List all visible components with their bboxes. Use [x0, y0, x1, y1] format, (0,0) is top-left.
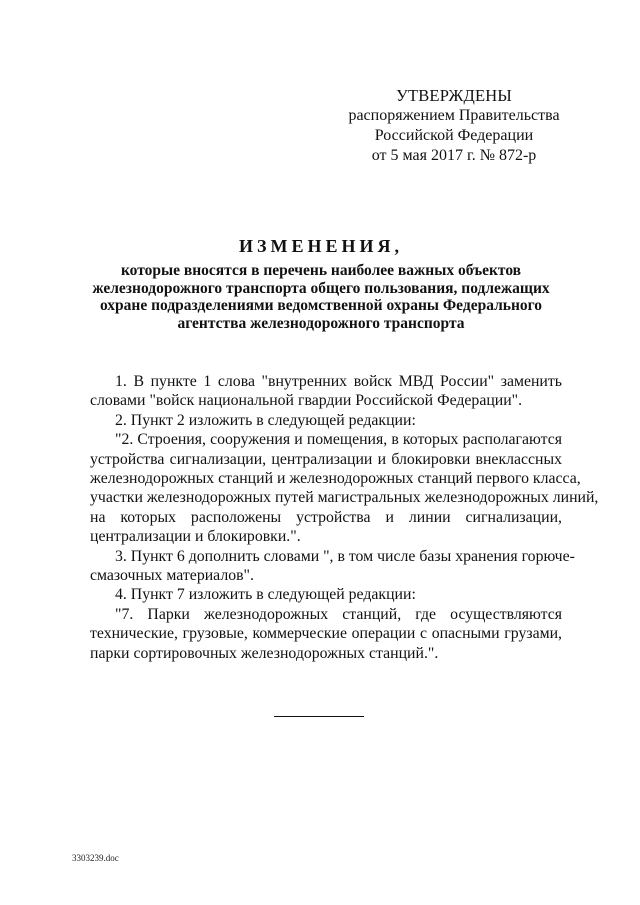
- approval-block: [336, 86, 572, 166]
- body-line-item2: 2. Пункт 2 изложить в следующей редакции:: [115, 411, 416, 429]
- approval-line-2: Российской Федерации: [374, 127, 534, 144]
- subheading-line: которые вносятся в перечень наиболее важных объектов: [120, 262, 522, 279]
- body-line: технические, грузовые, коммерческие операции с опасными грузами,: [90, 625, 562, 643]
- subheading-line: охране подразделениями ведомственной охраны Федерального: [99, 297, 543, 314]
- body-line: централизации и блокировки.".: [90, 528, 301, 546]
- end-divider: [274, 716, 364, 717]
- document-heading: ИЗМЕНЕНИЯ,: [238, 236, 403, 256]
- body-line: устройства сигнализации, централизации и блокировки внеклассных: [90, 450, 562, 468]
- body-line: на которых расположены устройства и линии сигнализации,: [90, 508, 562, 526]
- body-line: участки железнодорожных путей магистральных железнодорожных линий,: [90, 489, 599, 507]
- body-line: смазочных материалов".: [90, 567, 254, 585]
- subheading-line: агентства железнодорожного транспорта: [177, 314, 465, 332]
- approval-line-3: от 5 мая 2017 г. № 872-р: [371, 147, 537, 164]
- body-line: парки сортировочных железнодорожных станций.".: [90, 644, 439, 662]
- document-subheading: [88, 262, 554, 332]
- body-line: железнодорожных станций и железнодорожных станций первого класса,: [90, 470, 581, 488]
- body-line: "2. Строения, сооружения и помещения, в которых располагаются: [115, 431, 562, 449]
- body-line-item4: 4. Пункт 7 изложить в следующей редакции:: [115, 586, 416, 604]
- body-line-item3: 3. Пункт 6 дополнить словами ", в том числе базы хранения горюче-: [115, 547, 575, 565]
- body-line: словами "войск национальной гвардии Российской Федерации".: [90, 392, 523, 410]
- document-file-id: 3303239.doc: [72, 853, 119, 863]
- document-body: [90, 372, 599, 663]
- body-line: "7. Парки железнодорожных станций, где осуществляются: [115, 605, 562, 623]
- body-line-item1: 1. В пункте 1 слова "внутренних войск МВД России" заменить: [115, 373, 562, 390]
- approval-line-1: распоряжением Правительства: [348, 107, 560, 124]
- approval-title: УТВЕРЖДЕНЫ: [396, 86, 512, 105]
- subheading-line: железнодорожного транспорта общего пользования, подлежащих: [92, 279, 550, 297]
